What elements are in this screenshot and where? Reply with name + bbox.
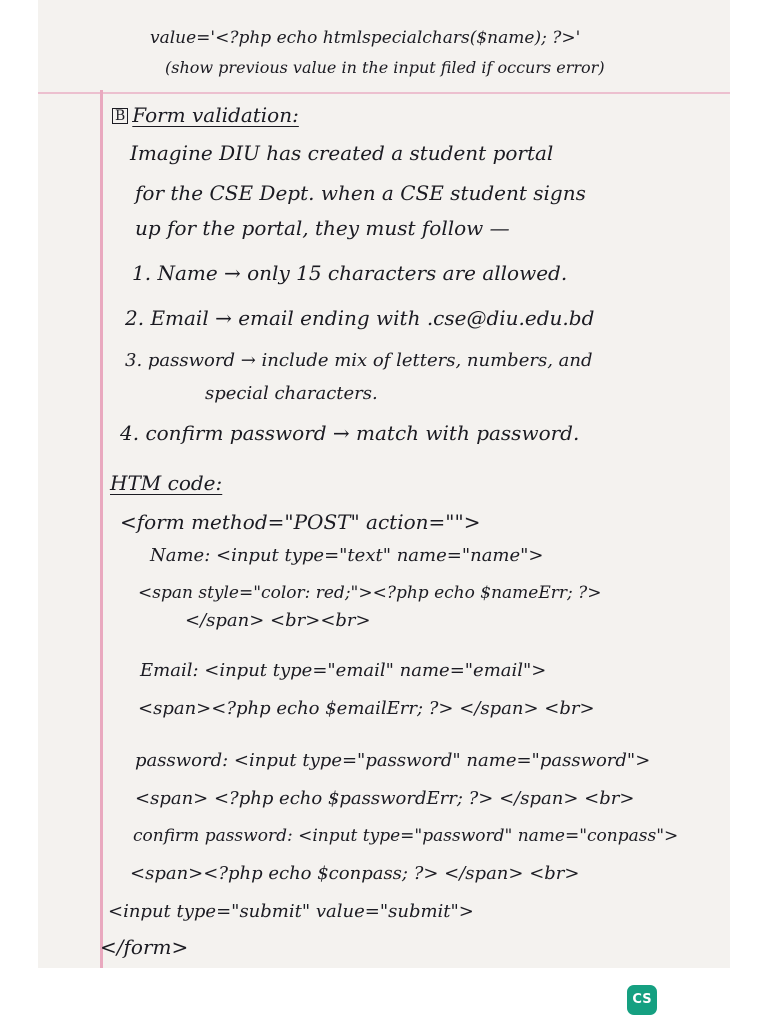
- note-line: (show previous value in the input filed if occurs error): [165, 58, 605, 77]
- note-line: for the CSE Dept. when a CSE student signs: [135, 181, 586, 205]
- code-line: Email: <input type="email" name="email">: [140, 660, 547, 681]
- code-line: <span><?php echo $emailErr; ?> </span> <br>: [138, 698, 595, 719]
- code-line: <form method="POST" action="">: [120, 510, 481, 534]
- note-line: up for the portal, they must follow —: [135, 216, 510, 240]
- code-line: </form>: [100, 935, 189, 959]
- header-rule: [38, 92, 730, 94]
- list-item: 3. password → include mix of letters, numbers, and: [125, 350, 593, 371]
- margin-rule: [100, 90, 103, 968]
- list-item: 4. confirm password → match with password.: [120, 421, 580, 445]
- code-line: <span style="color: red;"><?php echo $nameErr; ?>: [138, 583, 602, 603]
- note-line: Imagine DIU has created a student portal: [130, 141, 554, 165]
- camscanner-logo: CS: [627, 985, 657, 1015]
- note-line: value='<?php echo htmlspecialchars($name); ?>': [150, 28, 581, 48]
- list-item: special characters.: [205, 383, 378, 404]
- code-line: Name: <input type="text" name="name">: [150, 545, 544, 566]
- code-line: <span><?php echo $conpass; ?> </span> <br>: [130, 863, 580, 884]
- code-line: password: <input type="password" name="password">: [135, 750, 651, 771]
- code-line: <input type="submit" value="submit">: [108, 901, 474, 922]
- section-heading: HTM code:: [110, 471, 223, 495]
- code-line: confirm password: <input type="password" name="conpass">: [133, 826, 679, 846]
- list-item: 2. Email → email ending with .cse@diu.edu.bd: [125, 306, 595, 330]
- section-box-icon: B: [112, 108, 128, 124]
- section-heading: B Form validation:: [112, 105, 299, 125]
- code-line: <span> <?php echo $passwordErr; ?> </span> <br>: [135, 788, 635, 809]
- code-line: </span> <br><br>: [185, 610, 371, 631]
- list-item: 1. Name → only 15 characters are allowed.: [132, 261, 568, 285]
